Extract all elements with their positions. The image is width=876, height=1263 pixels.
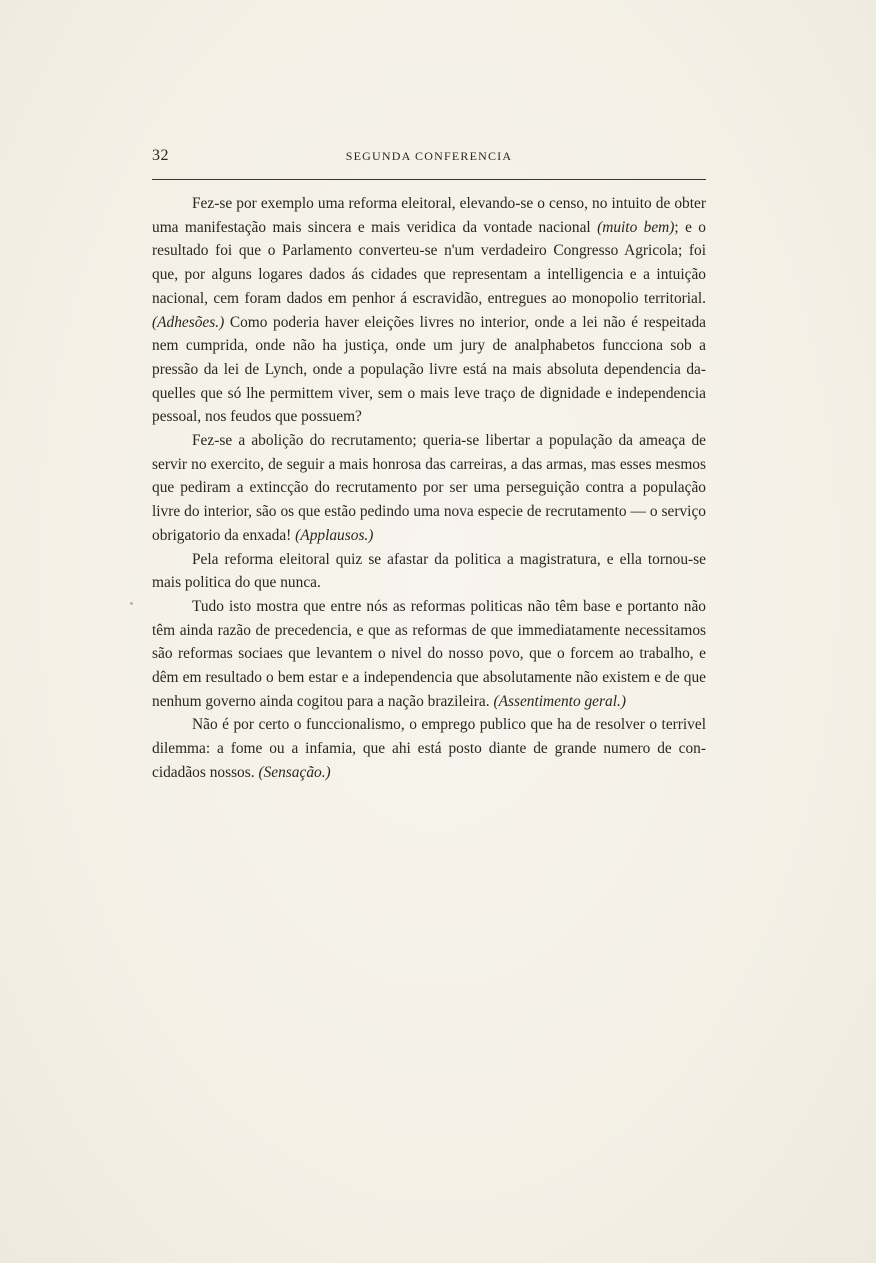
paragraph-1-aside-2: (Adhesões.) (152, 313, 225, 331)
running-title: SEGUNDA CONFERENCIA (345, 149, 513, 163)
paragraph-1-text-2: ; e o resultado foi que o Parlamento converteu-se n'um verdadeiro Congresso Agricola; foi que, por alguns logares dados ás cidades que representam a intelligencia e a intuição nacional, cem foram dados em penhor á escravidão, entregues ao monopolio territorial. (152, 218, 707, 307)
paragraph-5 (152, 713, 706, 784)
body-text (152, 192, 706, 785)
paragraph-1-text: Fez-se por exemplo uma reforma eleitoral, elevando-se o censo, no intuito de obter uma manifestação mais sincera e mais veridica da vontade nacional (152, 195, 706, 236)
paper-speck (130, 602, 133, 605)
page-number: 32 (152, 147, 169, 164)
paragraph-4-aside: (Assentimento geral.) (493, 692, 626, 710)
paragraph-2-aside: (Applausos.) (295, 526, 374, 544)
paragraph-5-aside: (Sensação.) (258, 763, 331, 781)
paragraph-3 (152, 548, 706, 595)
paragraph-1-text-3: Como poderia haver eleições livres no interior, onde a lei não é respeitada nem cumprida, onde não ha justiça, onde um jury de analphabetos funcciona sob a pressão da lei de Lynch, onde a população livre está na mais absoluta dependencia daquelles que só lhe permittem viver, sem o mais leve traço de dignidade e independencia pessoal, nos feudos que possuem? (152, 313, 706, 426)
page-header (152, 147, 706, 171)
paragraph-1 (152, 192, 706, 429)
paragraph-3-text: Pela reforma eleitoral quiz se afastar da politica a magistratura, e ella tornou-se mais politica do que nunca. (152, 550, 706, 592)
paragraph-5-text: Não é por certo o funccionalismo, o emprego publico que ha de resolver o terrivel dilemma: a fome ou a infamia, que ahi está posto diante de grande numero de concidadãos nossos. (152, 716, 706, 781)
header-rule (152, 179, 706, 180)
paragraph-4 (152, 595, 706, 714)
paragraph-2-text: Fez-se a abolição do recrutamento; queria-se libertar a população da ameaça de servir no exercito, de seguir a mais honrosa das carreiras, a das armas, mas esses mesmos que pediram a extincção do recrutamento por ser uma perseguição contra a população livre do interior, são os que estão pedindo uma nova especie de recrutamento — o serviço obrigatorio da enxada! (152, 432, 706, 544)
paragraph-4-text: Tudo isto mostra que entre nós as reformas politicas não têm base e portanto não têm ainda razão de precedencia, e que as reformas de que immediatamente necessitamos são reformas sociaes que levantem o nivel do nosso povo, que o forcem ao trabalho, e dêm em resultado o bem estar e a independencia que absolutamente não existem e de que nenhum governo ainda cogitou para a nação brazileira. (152, 597, 706, 710)
paragraph-1-aside: (muito bem) (597, 218, 675, 236)
paragraph-2 (152, 429, 706, 548)
